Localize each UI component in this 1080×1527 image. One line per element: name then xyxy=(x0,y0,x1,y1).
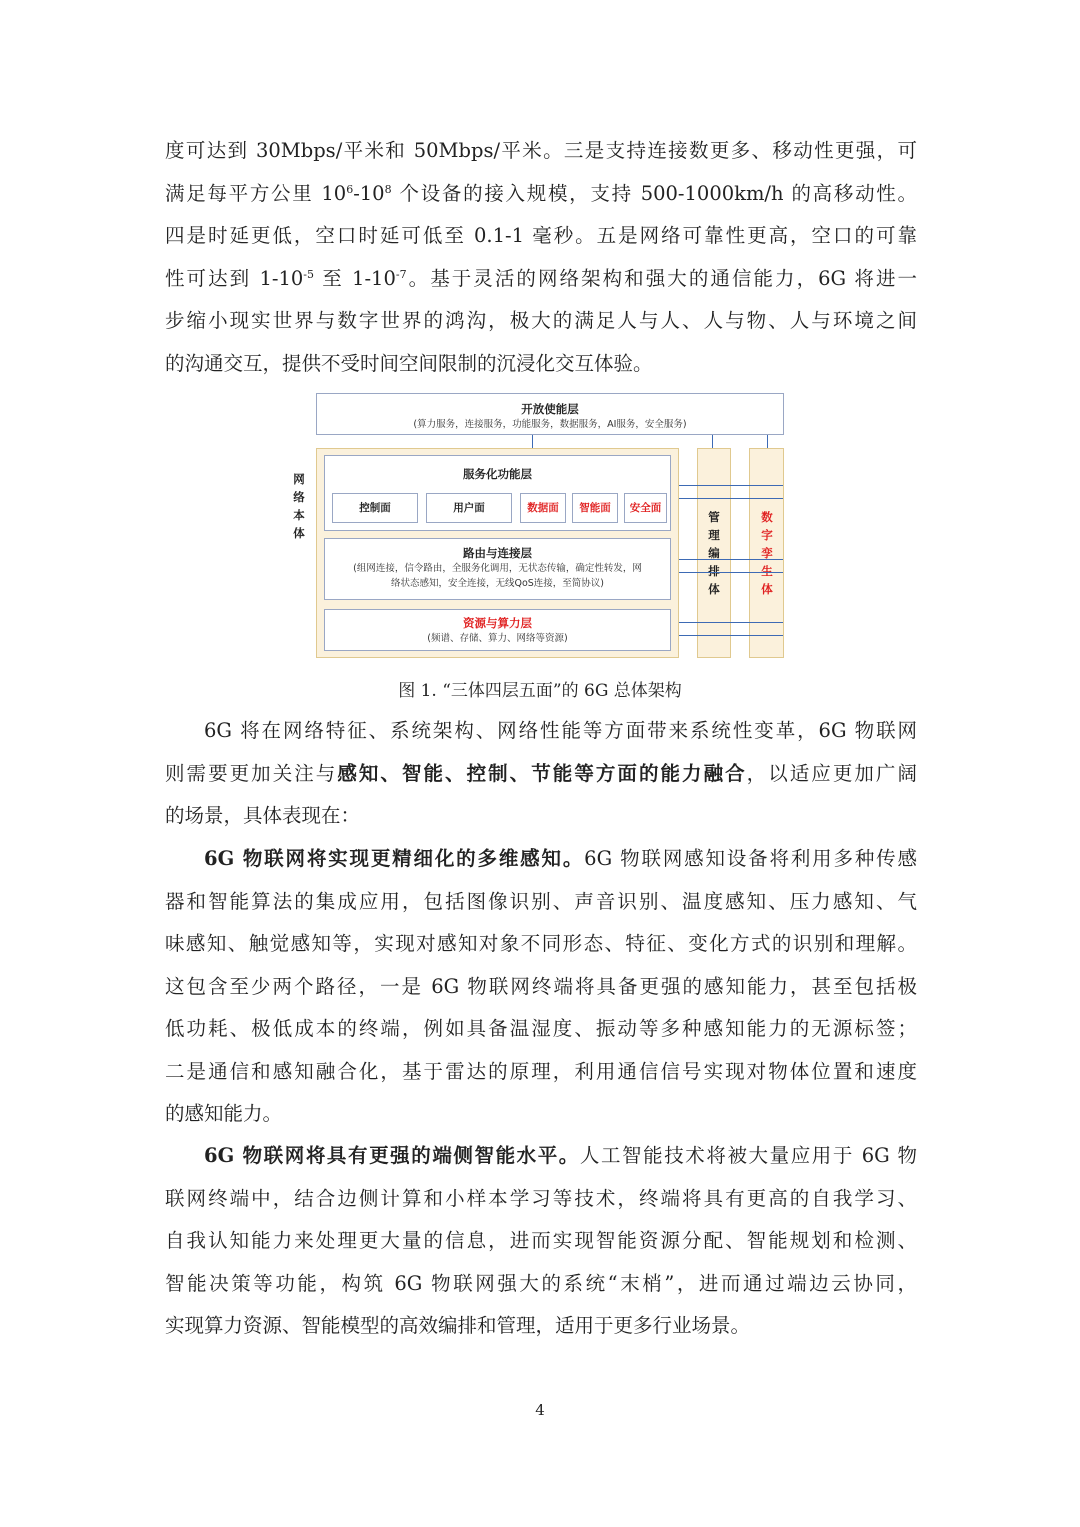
text-line: 器和智能算法的集成应用，包括图像识别、声音识别、温度感知、压力感知、气 xyxy=(165,889,917,913)
paragraph-heading: 6G 物联网将具有更强的端侧智能水平。 xyxy=(204,1144,580,1167)
text-line: 联网终端中，结合边侧计算和小样本学习等技术，终端将具有更高的自我学习、 xyxy=(165,1186,917,1210)
routing-layer-title: 路由与连接层 xyxy=(463,546,532,560)
text-line: 智能决策等功能，构筑 6G 物联网强大的系统“末梢”，进而通过端边云协同， xyxy=(165,1271,917,1295)
text-line: 6G 将在网络特征、系统架构、网络性能等方面带来系统性变革，6G 物联网 xyxy=(204,719,917,742)
routing-layer-items: 络状态感知，安全连接，无线QoS连接，至简协议) xyxy=(390,578,605,589)
text-line: 自我认知能力来处理更大量的信息，进而实现智能资源分配、智能规划和检测、 xyxy=(165,1229,917,1252)
resource-layer-title: 资源与算力层 xyxy=(463,616,532,630)
architecture-diagram xyxy=(287,388,787,663)
digital-twin-label: 数 字 孪 生 体 xyxy=(761,510,773,596)
connector-line xyxy=(679,572,783,573)
service-layer-title: 服务化功能层 xyxy=(463,467,532,481)
figure-caption: 图 1. “三体四层五面”的 6G 总体架构 xyxy=(398,681,682,701)
plane-user: 用户面 xyxy=(426,493,512,523)
connector-line xyxy=(679,559,783,560)
connector-line xyxy=(679,498,783,499)
text-line: 二是通信和感知融合化，基于雷达的原理，利用通信信号实现对物体位置和速度 xyxy=(165,1059,917,1083)
intro-paragraph xyxy=(165,130,917,385)
paragraph-2 xyxy=(165,710,917,838)
digital-twin-body xyxy=(749,448,784,658)
open-enablement-layer xyxy=(316,393,784,435)
open-layer-title: 开放使能层 xyxy=(521,402,579,416)
text-line: 6G 物联网将实现更精细化的多维感知。6G 物联网感知设备将利用多种传感 xyxy=(204,847,918,870)
text-line: 低功耗、极低成本的终端，例如具备温湿度、振动等多种感知能力的无源标签； xyxy=(165,1017,917,1040)
network-body-label: 网 络 本 体 xyxy=(293,472,305,540)
management-orchestration-body xyxy=(697,448,731,658)
text-line: 6G 物联网将具有更强的端侧智能水平。人工智能技术将被大量应用于 6G 物 xyxy=(204,1144,917,1167)
resource-compute-layer xyxy=(324,609,671,651)
text-line: 则需要更加关注与感知、智能、控制、节能等方面的能力融合，以适应更加广阔 xyxy=(165,761,917,785)
connector-line xyxy=(712,435,713,448)
plane-control: 控制面 xyxy=(332,493,418,523)
text-line: 这包含至少两个路径，一是 6G 物联网终端将具备更强的感知能力，甚至包括极 xyxy=(165,974,917,998)
connector-line xyxy=(679,622,783,623)
routing-connection-layer xyxy=(324,538,671,600)
network-body-container xyxy=(316,448,679,658)
open-layer-items: (算力服务，连接服务，功能服务，数据服务，AI服务，安全服务) xyxy=(413,419,687,430)
connector-line xyxy=(679,635,783,636)
resource-layer-items: (频谱、存储、算力、网络等资源) xyxy=(427,633,568,644)
paragraph-3 xyxy=(165,838,917,1136)
plane-security: 安全面 xyxy=(624,493,667,523)
plane-intelligence: 智能面 xyxy=(572,493,618,523)
text-line: 的沟通交互，提供不受时间空间限制的沉浸化交互体验。 xyxy=(165,351,653,375)
text-line: 四是时延更低，空口时延可低至 0.1-1 毫秒。五是网络可靠性更高，空口的可靠 xyxy=(165,224,917,247)
connector-line xyxy=(767,435,768,448)
text-line: 实现算力资源、智能模型的高效编排和管理，适用于更多行业场景。 xyxy=(165,1314,751,1337)
text-line: 的感知能力。 xyxy=(165,1102,283,1125)
paragraph-4 xyxy=(165,1135,917,1348)
text-line: 性可达到 $1-10^{-5}$ 至 $1-10^{-7}$。基于灵活的网络架构和强大的通信能力，6G 将进一 xyxy=(165,266,917,290)
routing-layer-items: (组网连接，信令路由，全服务化调用，无状态传输，确定性转发，网 xyxy=(353,563,642,574)
text-line: 味感知、触觉感知等，实现对感知对象不同形态、特征、变化方式的识别和理解。 xyxy=(165,932,917,955)
paragraph-heading: 6G 物联网将实现更精细化的多维感知。 xyxy=(204,847,585,870)
text-line: 满足每平方公里 $10^6-10^8$ 个设备的接入规模，支持 500-1000km/h 的高移动性。 xyxy=(165,181,918,205)
connector-line xyxy=(532,435,533,448)
text-line: 度可达到 30Mbps/平米和 50Mbps/平米。三是支持连接数更多、移动性更强，可 xyxy=(165,139,917,162)
text-line: 步缩小现实世界与数字世界的鸿沟，极大的满足人与人、人与物、人与环境之间 xyxy=(165,309,917,332)
plane-data: 数据面 xyxy=(520,493,566,523)
page-number: 4 xyxy=(535,1401,545,1419)
management-label: 管 理 编 排 体 xyxy=(708,510,720,596)
text-line: 的场景，具体表现在： xyxy=(165,804,361,827)
connector-line xyxy=(679,485,783,486)
service-function-layer xyxy=(324,455,671,531)
